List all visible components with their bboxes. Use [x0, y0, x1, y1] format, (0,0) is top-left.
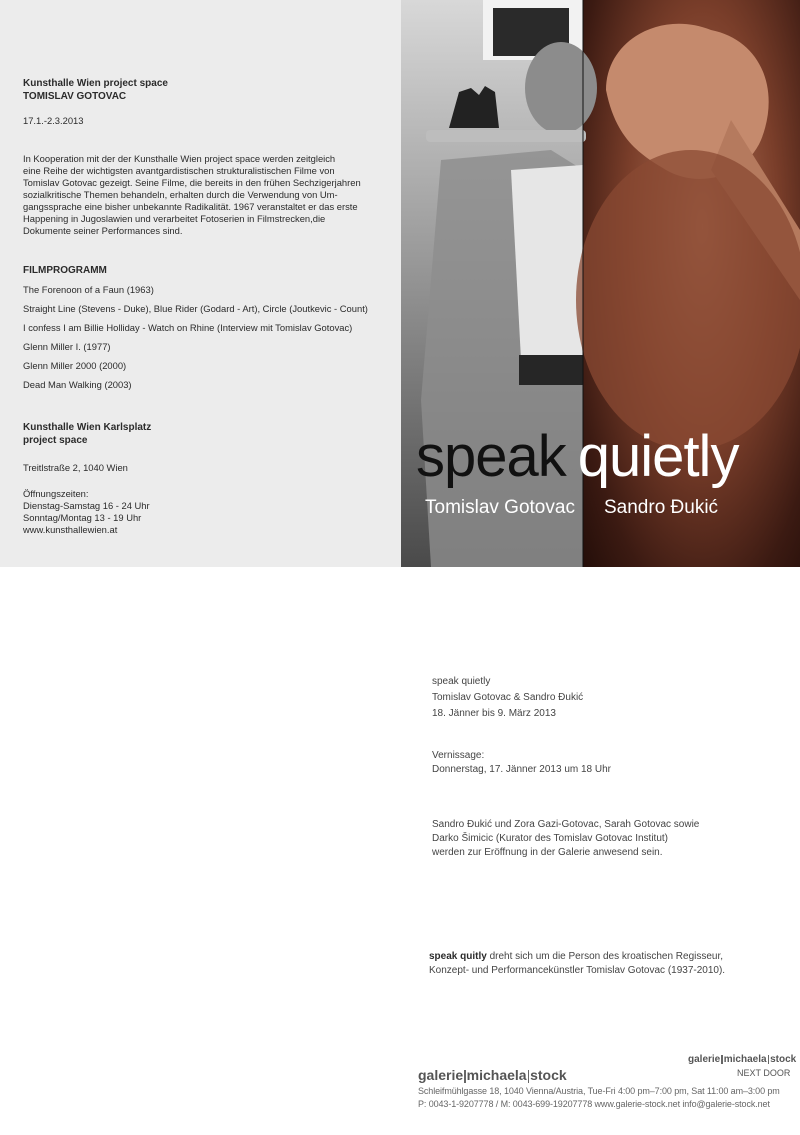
poster-artist-gotovac: Tomislav Gotovac [425, 497, 575, 518]
man-head [525, 42, 597, 134]
vernissage-label: Vernissage: [432, 750, 485, 761]
list-item: Glenn Miller 2000 (2000) [23, 360, 127, 371]
poster-headline [416, 424, 739, 489]
about-text: speak quitly dreht sich um die Person des kroatischen Regisseur, Konzept- und Performancekünstler Tomislav Gotovac (1937-2010). [429, 951, 726, 976]
intro-text: In Kooperation mit der der Kunsthalle Wien project space werden zeitgleich eine Reihe der wichtigsten avantgardistischen strukturalistischen Filme von Tomislav Gotovac gezeigt. Seine Filme, die bereits in den frühen Sechzigerjahren sozialkritische Themen behandeln, erhalten durch die Verwendung von Um- gangssprache eine bisher unbekannte Radikalität. 1967 veranstaltet er das erste Happening in Jugoslawien und verarbeitet Fotoserien in Filmstrecken,die Dokumente seiner Performances sind. [23, 153, 361, 236]
website-link[interactable]: www.kunsthallewien.at [23, 524, 118, 535]
stick [426, 130, 586, 142]
gloved-hand [449, 86, 499, 128]
vernissage-date: Donnerstag, 17. Jänner 2013 um 18 Uhr [432, 764, 611, 775]
location-title: Kunsthalle Wien Karlsplatz [23, 422, 152, 433]
poster-artist-dukic: Sandro Đukić [604, 497, 719, 518]
exhibition-dates: 17.1.-2.3.2013 [23, 115, 84, 126]
left-info-panel [0, 0, 401, 567]
gallery-contact[interactable]: P: 0043-1-9207778 / M: 0043-699-19207778 www.galerie-stock.net info@galerie-stock.net [418, 1099, 770, 1109]
exhibition-title: speak quietly [432, 676, 491, 687]
list-item: Glenn Miller I. (1977) [23, 341, 111, 352]
belt [519, 355, 583, 385]
shirt [511, 165, 583, 360]
venue-subtitle: TOMISLAV GOTOVAC [23, 91, 127, 102]
next-door-label: NEXT DOOR [737, 1068, 791, 1078]
gallery-logo: galerie michaela stock [418, 1067, 567, 1083]
next-door-logo: galerie michaela stock [688, 1054, 797, 1065]
list-item: Straight Line (Stevens - Duke), Blue Rider (Godard - Art), Circle (Joutkevic - Count) [23, 303, 368, 314]
opening-hours: Öffnungszeiten: Dienstag-Samstag 16 - 24 Uhr Sonntag/Montag 13 - 19 Uhr www.kunsthallewien.at [23, 488, 150, 535]
exhibition-run: 18. Jänner bis 9. März 2013 [432, 708, 556, 719]
venue-title: Kunsthalle Wien project space [23, 78, 168, 89]
list-item: I confess I am Billie Holliday - Watch on Rhine (Interview mit Tomislav Gotovac) [23, 322, 353, 333]
exhibition-artists: Tomislav Gotovac & Sandro Đukić [432, 692, 584, 703]
bald-head [576, 150, 800, 450]
gallery-address: Schleifmühlgasse 18, 1040 Vienna/Austria, Tue-Fri 4:00 pm–7:00 pm, Sat 11:00 am–3:00 pm [418, 1086, 780, 1096]
film-program-heading: FILMPROGRAMM [23, 265, 107, 276]
location-address: Treitlstraße 2, 1040 Wien [23, 462, 128, 473]
film-list [23, 280, 368, 394]
poster-photo [401, 0, 800, 567]
location-subtitle: project space [23, 435, 88, 446]
list-item: The Forenoon of a Faun (1963) [23, 284, 154, 295]
list-item: Dead Man Walking (2003) [23, 379, 132, 390]
opening-guests: Sandro Đukić und Zora Gazi-Gotovac, Sarah Gotovac sowie Darko Šimicic (Kurator des Tomislav Gotovac Institut) werden zur Eröffnung in der Galerie anwesend sein. [432, 819, 700, 858]
headline-word-speak: speak [416, 424, 566, 489]
headline-word-quietly: quietly [577, 424, 739, 489]
